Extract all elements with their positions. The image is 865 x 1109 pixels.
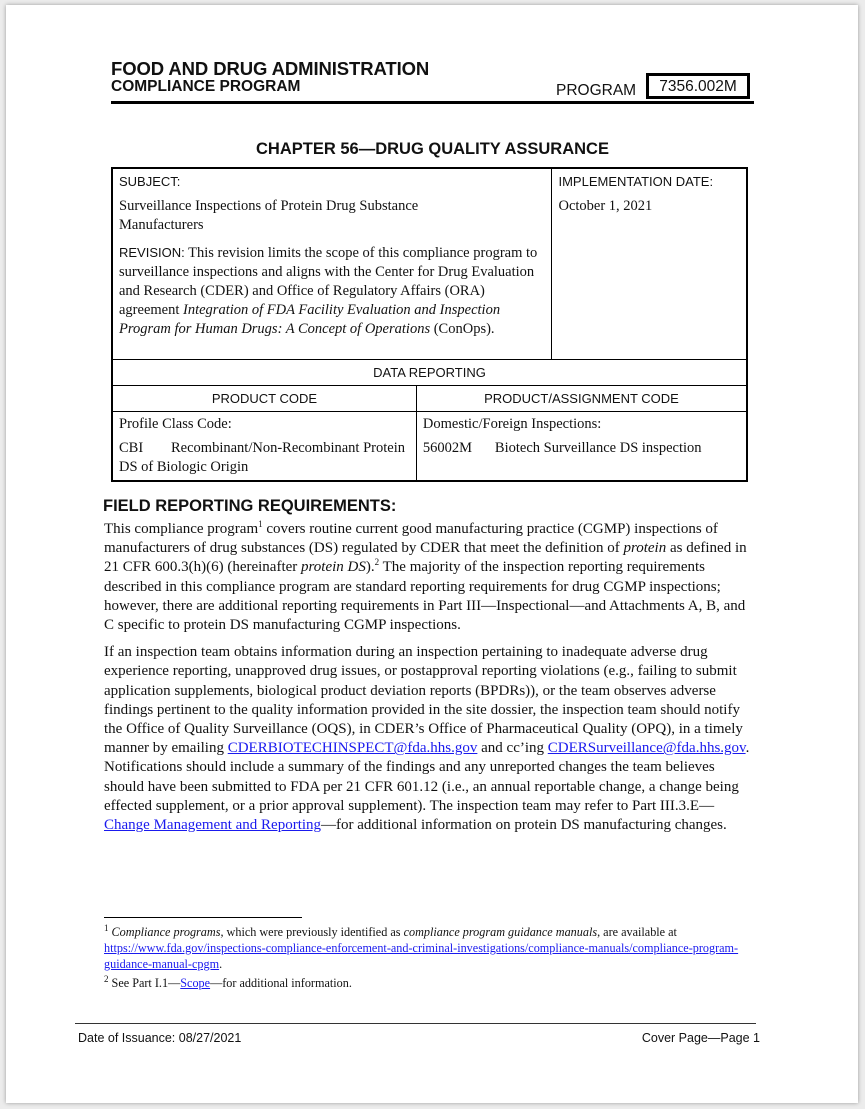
change-management-link[interactable]: Change Management and Reporting xyxy=(104,817,322,834)
assignment-code-cell xyxy=(416,412,747,482)
program-info-table xyxy=(111,167,748,482)
assignment-code-header: PRODUCT/ASSIGNMENT CODE xyxy=(416,386,747,412)
implementation-date: October 1, 2021 xyxy=(558,198,653,214)
footer-rule xyxy=(75,1023,756,1024)
inspections-label: Domestic/Foreign Inspections: xyxy=(422,416,602,432)
profile-code: CBI xyxy=(119,440,144,456)
revision-text: REVISION: This revision limits the scope of this compliance program to surveillance inspections and aligns with the Center for Drug Evaluation and Research (CDER) and Office of Regulatory Affairs (ORA) agreement Integration of FDA Facility Evaluation and Inspection Program for Human Drugs: A Concept of Operations (ConOps). xyxy=(119,245,538,337)
profile-class-label: Profile Class Code: xyxy=(119,416,232,432)
paragraph-2: If an inspection team obtains information during an inspection pertaining to inadequate adverse drug experience reporting, unapproved drug issues, or postapproval reporting violations (e.g., failing to submit application supplements, biological product deviation reports (BPDRs)), or the team observes adverse findings pertinent to the quality information provided in the site dossier, the inspection team should notify the Office of Quality Surveillance (OQS), in CDER’s Office of Pharmaceutical Quality (OPQ), in a timely manner by emailing CDERBIOTECHINSPECT@fda.hhs.gov and cc’ing CDERSurveillance@fda.hhs.gov. Notifications should include a summary of the findings and any unreported changes the team believes should have been submitted to FDA per 21 CFR 601.12 (i.e., an annual reportable change, a change being effected supplement, or a prior approval supplement). The inspection team may refer to Part III.3.E—Change Management and Reporting—for additional information on protein DS manufacturing changes. xyxy=(104,644,750,834)
scope-link[interactable]: Scope xyxy=(180,976,211,990)
email-link-biotech-inspect[interactable]: CDERBIOTECHINSPECT@fda.hhs.gov xyxy=(227,740,478,757)
footnote-1: $^1$ Compliance programs, which were previously identified as compliance program guidance manuals, are available at https://www.fda.gov/inspections-compliance-enforcement-and-criminal-investigations/compliance-manuals/compliance-program-guidance-manual-cpgm. xyxy=(104,922,739,971)
footnote-2: $^2$ See Part I.1—Scope—for additional information. xyxy=(104,973,352,990)
data-reporting-header: DATA REPORTING xyxy=(112,360,747,386)
subject-text: Surveillance Inspections of Protein Drug Substance Manufacturers xyxy=(119,198,419,233)
assignment-description: Biotech Surveillance DS inspection xyxy=(494,440,702,456)
cpgm-url-link[interactable]: https://www.fda.gov/inspections-compliance-enforcement-and-criminal-investigations/compliance-manuals/compliance-program-guidance-manual-cpgm xyxy=(104,941,739,971)
page-number: Cover Page—Page 1 xyxy=(641,1031,760,1045)
product-code-cell xyxy=(112,412,416,482)
profile-description: Recombinant/Non-Recombinant Protein DS of Biologic Origin xyxy=(119,440,405,475)
footnote-ref-1[interactable]: 1 xyxy=(258,519,263,529)
implementation-cell xyxy=(552,168,747,360)
subject-label: SUBJECT: xyxy=(119,174,181,189)
revision-label: REVISION: xyxy=(119,245,185,260)
assignment-code: 56002M xyxy=(422,440,473,456)
header-rule xyxy=(111,101,754,104)
issuance-date: Date of Issuance: 08/27/2021 xyxy=(78,1031,242,1045)
product-code-header: PRODUCT CODE xyxy=(112,386,416,412)
subject-cell xyxy=(112,168,552,360)
email-link-surveillance[interactable]: CDERSurveillance@fda.hhs.gov xyxy=(547,740,746,757)
footnotes xyxy=(104,924,754,994)
agency-title: FOOD AND DRUG ADMINISTRATION xyxy=(111,58,430,79)
footnote-separator xyxy=(104,917,302,918)
paragraph-1: This compliance program$^1$ covers routine current good manufacturing practice (CGMP) inspections of manufacturers of drug substances (DS) regulated by CDER that meet the definition of protein as defined in 21 CFR 600.3(h)(6) (hereinafter protein DS).$^2$ The majority of the inspection reporting requirements described in this compliance program are standard reporting requirements for drug CGMP inspections; however, there are additional reporting requirements in Part III—Inspectional—and Attachments A, B, and C specific to protein DS manufacturing CGMP inspections. xyxy=(104,519,747,634)
implementation-label: IMPLEMENTATION DATE: xyxy=(558,174,714,189)
chapter-title: CHAPTER 56—DRUG QUALITY ASSURANCE xyxy=(256,140,609,158)
section-heading: FIELD REPORTING REQUIREMENTS: xyxy=(103,497,397,515)
body-text xyxy=(104,520,754,843)
program-number-box: 7356.002M xyxy=(646,73,750,99)
footnote-ref-2[interactable]: 2 xyxy=(374,557,380,568)
document-type: COMPLIANCE PROGRAM xyxy=(111,78,301,95)
concept-of-operations-title: Integration of FDA Facility Evaluation and Inspection Program for Human Drugs: A Concept of Operations xyxy=(119,302,501,337)
program-label: PROGRAM xyxy=(556,82,637,99)
